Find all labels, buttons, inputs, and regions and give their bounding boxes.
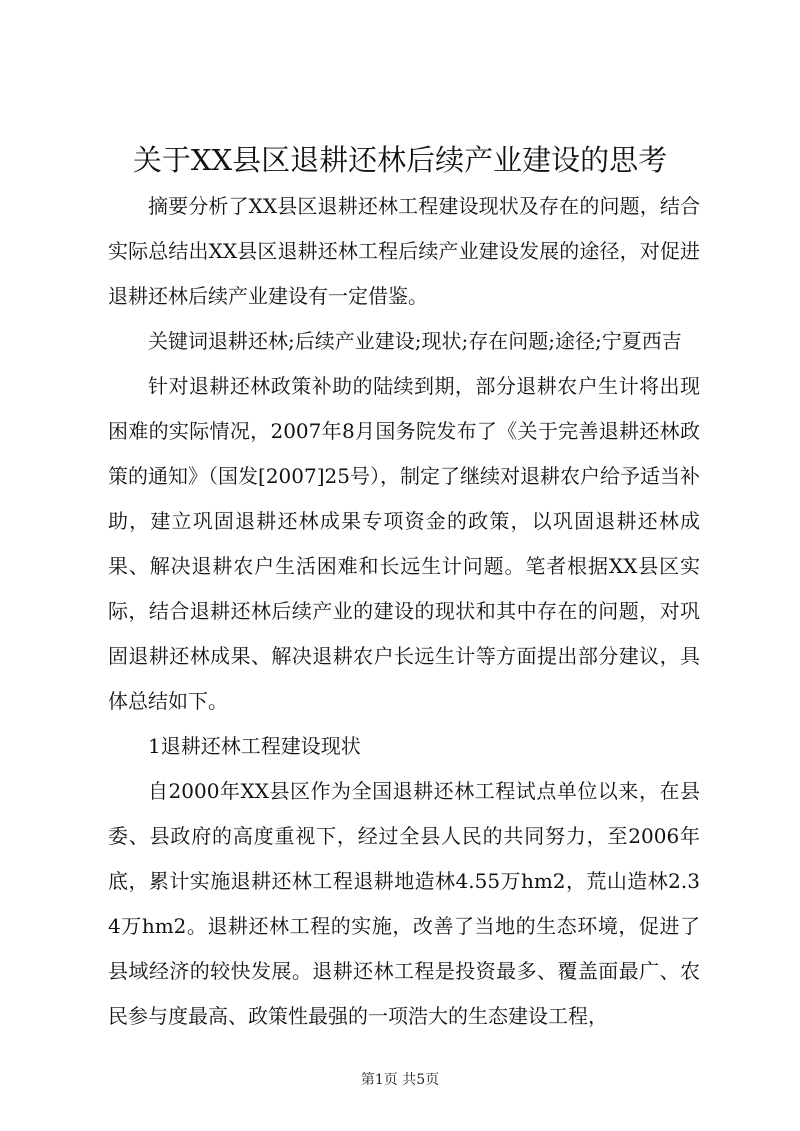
intro-paragraph: 针对退耕还林政策补助的陆续到期，部分退耕农户生计将出现困难的实际情况，2007年8月国务院发布了《关于完善退耕还林政策的通知》（国发[2007]25号），制定了继续对退耕农户给予适当补助，建立巩固退耕还林成果专项资金的政策，以巩固退耕还林成果、解决退耕农户生活困难和长远生计问题。笔者根据XX县区实际，结合退耕还林后续产业的建设的现状和其中存在的问题，对巩固退耕还林成果、解决退耕农户长远生计等方面提出部分建议，具体总结如下。 — [108, 374, 700, 713]
body-paragraph: 自2000年XX县区作为全国退耕还林工程试点单位以来，在县委、县政府的高度重视下，经过全县人民的共同努力，至2006年底，累计实施退耕还林工程退耕地造林4.55万hm2，荒山造林2.34万hm2。退耕还林工程的实施，改善了当地的生态环境，促进了县域经济的较快发展。退耕还林工程是投资最多、覆盖面最广、农民参与度最高、政策性最强的一项浩大的生态建设工程， — [108, 779, 700, 1028]
document-body — [108, 184, 700, 1039]
section-heading: 1退耕还林工程建设现状 — [148, 734, 361, 758]
document-title: 关于XX县区退耕还林后续产业建设的思考 — [132, 143, 668, 177]
abstract-paragraph: 摘要分析了XX县区退耕还林工程建设现状及存在的问题，结合实际总结出XX县区退耕还林工程后续产业建设发展的途径，对促进退耕还林后续产业建设有一定借鉴。 — [108, 194, 700, 308]
keywords-paragraph: 关键词退耕还林;后续产业建设;现状;存在问题;途径;宁夏西吉 — [148, 329, 682, 353]
page-footer: 第1页 共5页 — [360, 1072, 440, 1088]
